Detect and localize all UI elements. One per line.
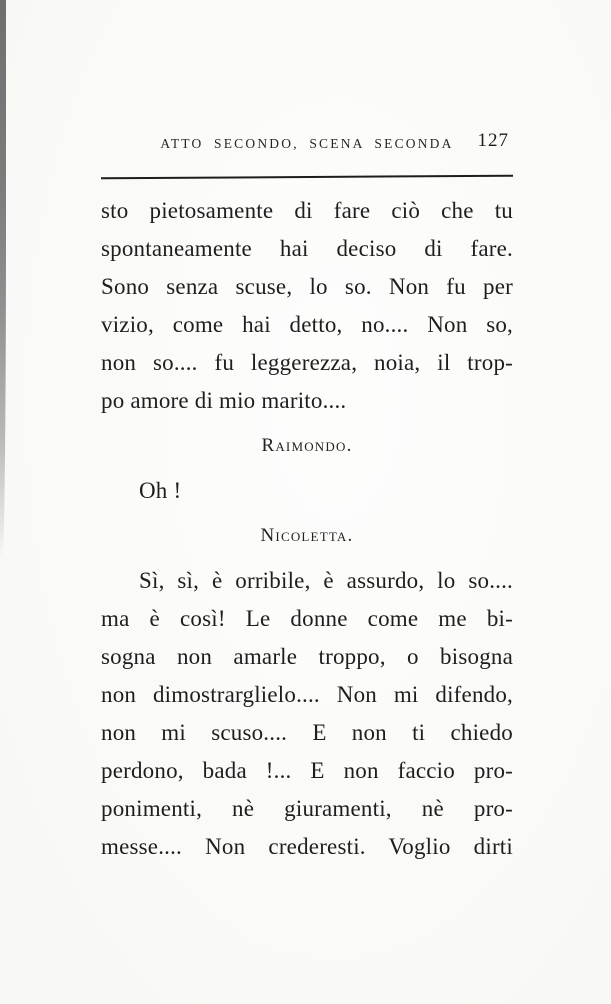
running-header — [101, 130, 513, 155]
text-line: non dimostrarglielo.... Non mi difendo, — [101, 682, 513, 707]
paragraph — [101, 472, 513, 510]
header-rule — [101, 175, 513, 180]
paragraph — [101, 562, 513, 866]
running-head-title: ATTO SECONDO, SCENA SECONDA — [160, 136, 454, 151]
speaker-name: Nicoletta. — [260, 525, 354, 546]
text-line: messe.... Non crederesti. Voglio dirti — [101, 834, 513, 859]
text-line: spontaneamente hai deciso di fare. — [101, 236, 513, 261]
text-column-body — [101, 192, 513, 866]
speaker-name: Raimondo. — [261, 435, 353, 456]
text-line: sto pietosamente di fare ciò che tu — [101, 198, 513, 223]
text-line: Sono senza scuse, lo so. Non fu per — [101, 274, 513, 299]
page-number: 127 — [477, 130, 509, 151]
text-line: Oh ! — [139, 478, 182, 503]
text-line: non so.... fu leggerezza, noia, il trop- — [101, 350, 513, 375]
text-line: non mi scuso.... E non ti chiedo — [101, 720, 513, 745]
text-column — [101, 130, 513, 866]
text-line: perdono, bada !... E non faccio pro- — [101, 758, 513, 783]
text-line: ma è così! Le donne come me bi- — [101, 606, 513, 631]
paragraph — [101, 192, 513, 420]
text-line: sogna non amarle troppo, o bisogna — [101, 644, 513, 669]
text-line: po amore di mio marito.... — [101, 388, 347, 413]
text-line: vizio, come hai detto, no.... Non so, — [101, 312, 513, 337]
text-line: ponimenti, nè giuramenti, nè pro- — [101, 796, 513, 821]
text-line: Sì, sì, è orribile, è assurdo, lo so.... — [139, 568, 513, 593]
